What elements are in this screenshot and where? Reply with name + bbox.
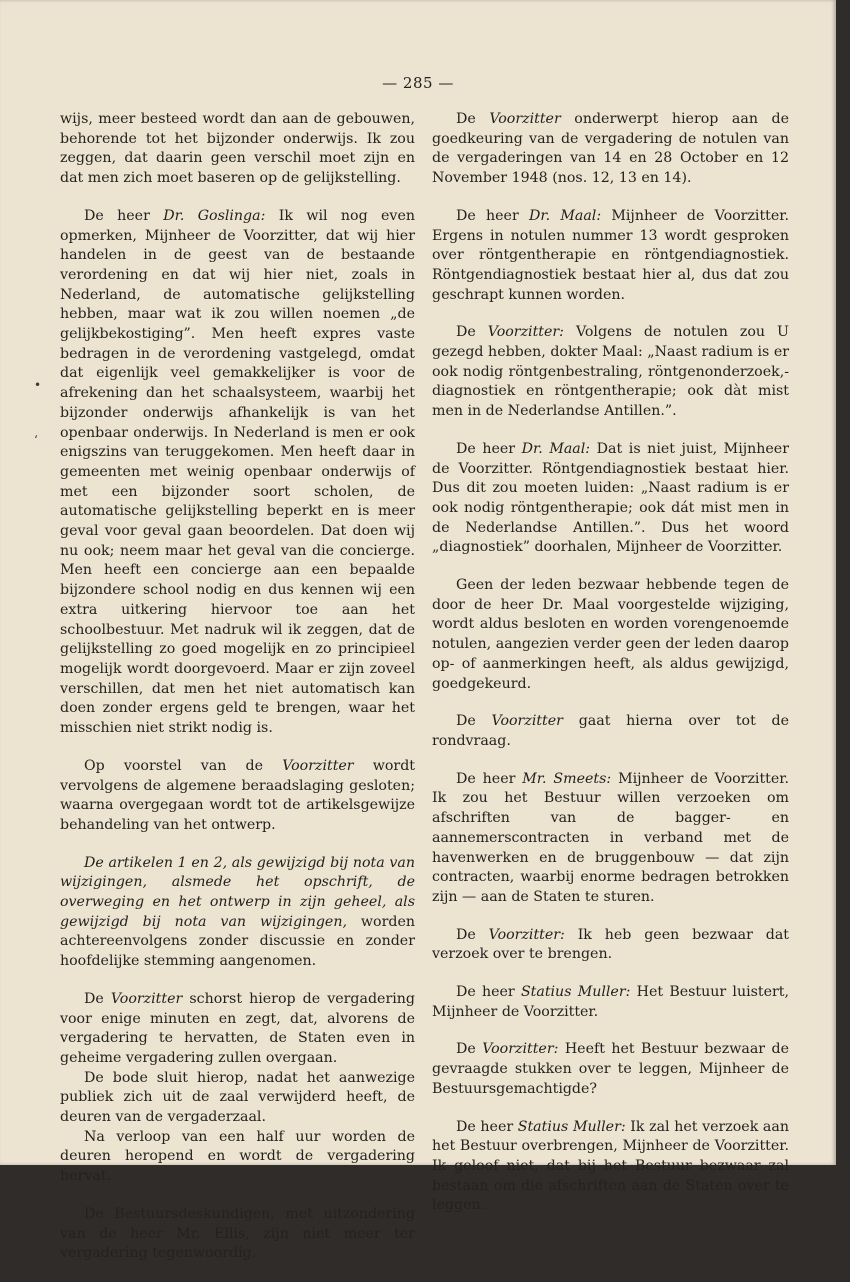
paragraph [60,1205,415,1264]
paragraph-text: De [84,990,111,1007]
paragraph [432,712,789,751]
paragraph-text: onderwerpt hierop aan de goedkeuring van de vergadering de notulen van de vergaderingen van 14 en 28 October en 12 November 1948 (nos. 12, 13 en 14). [432,111,790,187]
speaker-name: Statius Muller: [517,1118,626,1135]
paragraph-text: Volgens de notulen zou U gezegd hebben, dokter Maal: „Naast radium is er ook nodig röntgenbestraling, röntgenonderzoek,-diagnostiek en röntgentherapie; ook dàt mist men in de Nederlandse Antillen.”. [432,324,789,420]
paragraph [432,576,789,694]
paragraph [432,110,789,189]
paragraph-text: De heer [456,984,521,1001]
speaker-name: Dr. Maal: [528,207,602,224]
paragraph-text: Op voorstel van de [84,757,283,774]
paragraph-text: Ik heb geen bezwaar dat verzoek over te brengen. [432,926,790,963]
paragraph [60,1128,415,1187]
speaker-name: Voorzitter [489,111,561,127]
speaker-name: Dr. Goslinga: [163,207,266,224]
paragraph-text: Geen der leden bezwaar hebbende tegen de door de heer Dr. Maal voorgestelde wijziging, wordt aldus besloten en worden vorengenoemde notulen, aangezien verder geen der leden daarop op- of aanmerkingen heeft, als aldus gewijzigd, goedgekeurd. [432,577,789,692]
speaker-name: Voorzitter [110,990,183,1007]
paragraph-text: De heer [84,207,164,224]
paragraph-text: De [456,111,490,127]
paragraph-text: wordt vervolgens de algemene beraadslaging gesloten; waarna overgegaan wordt tot de artikelsgewijze behandeling van het ontwerp. [60,757,415,833]
paragraph-text: Het Bestuur luistert, Mijnheer de Voorzitter. [432,984,789,1020]
speaker-name: Voorzitter [282,757,354,774]
paragraph [432,207,789,306]
paragraph-text: Ik wil nog even opmerken, Mijnheer de Voorzitter, dat wij hier handelen in de geest van de bestaande verordening en dat wij hier niet, zoals in Nederland, de automatische gelijkstelling hebben, maar wat ik zou willen noemen „de gelijkbekostiging”. Men heeft expres vaste bedragen in de verordening vastgelegd, omdat dat eigenlijk veel gemakkelijker is voor de afrekening dan het schaalsysteem, waarbij het bijzonder onderwijs afhankelijk is van het openbaar onderwijs. In Nederland is men er ook enigszins van teruggekomen. Men heeft daar in gemeenten met weinig openbaar onderwijs of met een bijzonder soort scholen, de automatische gelijkstelling beperkt en is meer geval voor geval gaan beoordelen. Dat doen wij nu ook; neem maar het geval van die concierge. Men heeft een concierge aan een bepaalde bijzondere school nodig en dus kennen wij een extra uitkering hiervoor toe aan het schoolbestuur. Met nadruk wil ik zeggen, dat de gelijkstelling zo goed mogelijk en zo principieel mogelijk wordt doorgevoerd. Maar er zijn zoveel verschillen, dat men het niet automatisch kan doen zonder ergens geld te brengen, waar het misschien niet strikt nodig is. [60,207,415,737]
paragraph-text: Na verloop van een half uur worden de deuren heropend en wordt de vergadering hervat. [60,1128,415,1185]
paragraph [432,323,789,422]
paragraph [432,1118,789,1217]
paragraph [432,770,789,908]
scan-edge-right [836,0,850,1165]
paragraph [60,207,415,739]
paragraph-text: De heer [456,207,529,224]
paragraph-text: De heer [456,770,523,787]
paragraph-text: De [456,926,489,943]
speaker-name: Voorzitter: [488,926,565,943]
paragraph-text: De [456,713,492,730]
right-column [432,110,789,1234]
paragraph-text: Mijnheer de Voorzitter. Ik zou het Bestuur willen verzoeken om afschriften van de bagger- en aannemerscontracten in verband met de havenwerken en de bruggenbouw — dat zijn contracten, waarbij enorme bedragen betrokken zijn — aan de Staten te sturen. [432,770,789,905]
paragraph-text: Mijnheer de Voorzitter. Ergens in notulen nummer 13 wordt gesproken over röntgentherapie en röntgendiagnostiek. Röntgendiagnostiek bestaat hier al, dus dat zou geschrapt kunnen worden. [432,207,789,303]
paragraph [432,983,789,1022]
paragraph-text: De heer [456,1118,518,1135]
paragraph-text: Ik zal het verzoek aan het Bestuur overbrengen, Mijnheer de Voorzitter. Ik geloof niet, dat bij het Bestuur bezwaar zal bestaan om die afschriften aan de Staten over te leggen. [432,1118,789,1214]
resolution-text: De artikelen 1 en 2, als gewijzigd bij nota van wijzigingen, alsmede het opschrift, de overweging en het ontwerp in zijn geheel, als gewijzigd bij nota van wijzigingen, [60,854,415,930]
paragraph-text: schorst hierop de vergadering voor enige minuten en zegt, dat, alvorens de vergadering te hervatten, de Staten even in geheime vergadering zullen overgaan. [60,990,415,1066]
paragraph-text: De [456,1041,483,1058]
paragraph [60,854,415,972]
paragraph [60,990,415,1069]
paragraph-text: Dat is niet juist, Mijnheer de Voorzitter. Röntgendiagnostiek bestaat hier. Dus dit zou moeten luiden: „Naast radium is er ook nodig röntgentherapie; ook dát mist men in de Nederlandse Antillen.”. Dus het woord „diagnostiek” doorhalen, Mijnheer de Voorzitter. [432,440,789,556]
speaker-name: Voorzitter: [482,1041,559,1058]
paragraph-text: wijs, meer besteed wordt dan aan de gebouwen, behorende tot het bijzonder onderwijs. Ik zou zeggen, dat daarin geen verschil moet zijn en dat men zich moet baseren op de gelijkstelling. [60,111,415,187]
paragraph-text: worden achtereenvolgens zonder discussie en zonder hoofdelijke stemming aangenomen. [60,913,415,970]
left-column [60,110,415,1282]
margin-dot: • [34,378,42,392]
page-number: — 285 — [382,74,454,92]
speaker-name: Voorzitter: [487,324,564,341]
paragraph [432,1040,789,1099]
paragraph [432,440,789,558]
paragraph-text: Heeft het Bestuur bezwaar de gevraagde stukken over te leggen, Mijnheer de Bestuursgemachtigde? [432,1041,789,1097]
speaker-name: Mr. Smeets: [522,770,612,787]
paragraph [60,1069,415,1128]
speaker-name: Statius Muller: [520,984,631,1001]
paragraph-text: De Bestuursdeskundigen, met uitzondering van de heer Mr. Ellis, zijn niet meer ter vergadering tegenwoordig. [60,1205,415,1262]
paragraph-text: gaat hierna over tot de rondvraag. [432,713,790,749]
paragraph [60,110,415,189]
paragraph [432,926,789,965]
paragraph-text: De [456,324,488,341]
speaker-name: Dr. Maal: [521,440,591,457]
paragraph [60,757,415,836]
paragraph-text: De heer [456,440,522,457]
margin-tick: ‘ [34,433,38,447]
speaker-name: Voorzitter [491,713,563,730]
paragraph-text: De bode sluit hierop, nadat het aanwezige publiek zich uit de zaal verwijderd heeft, de deuren van de vergaderzaal. [60,1069,415,1126]
